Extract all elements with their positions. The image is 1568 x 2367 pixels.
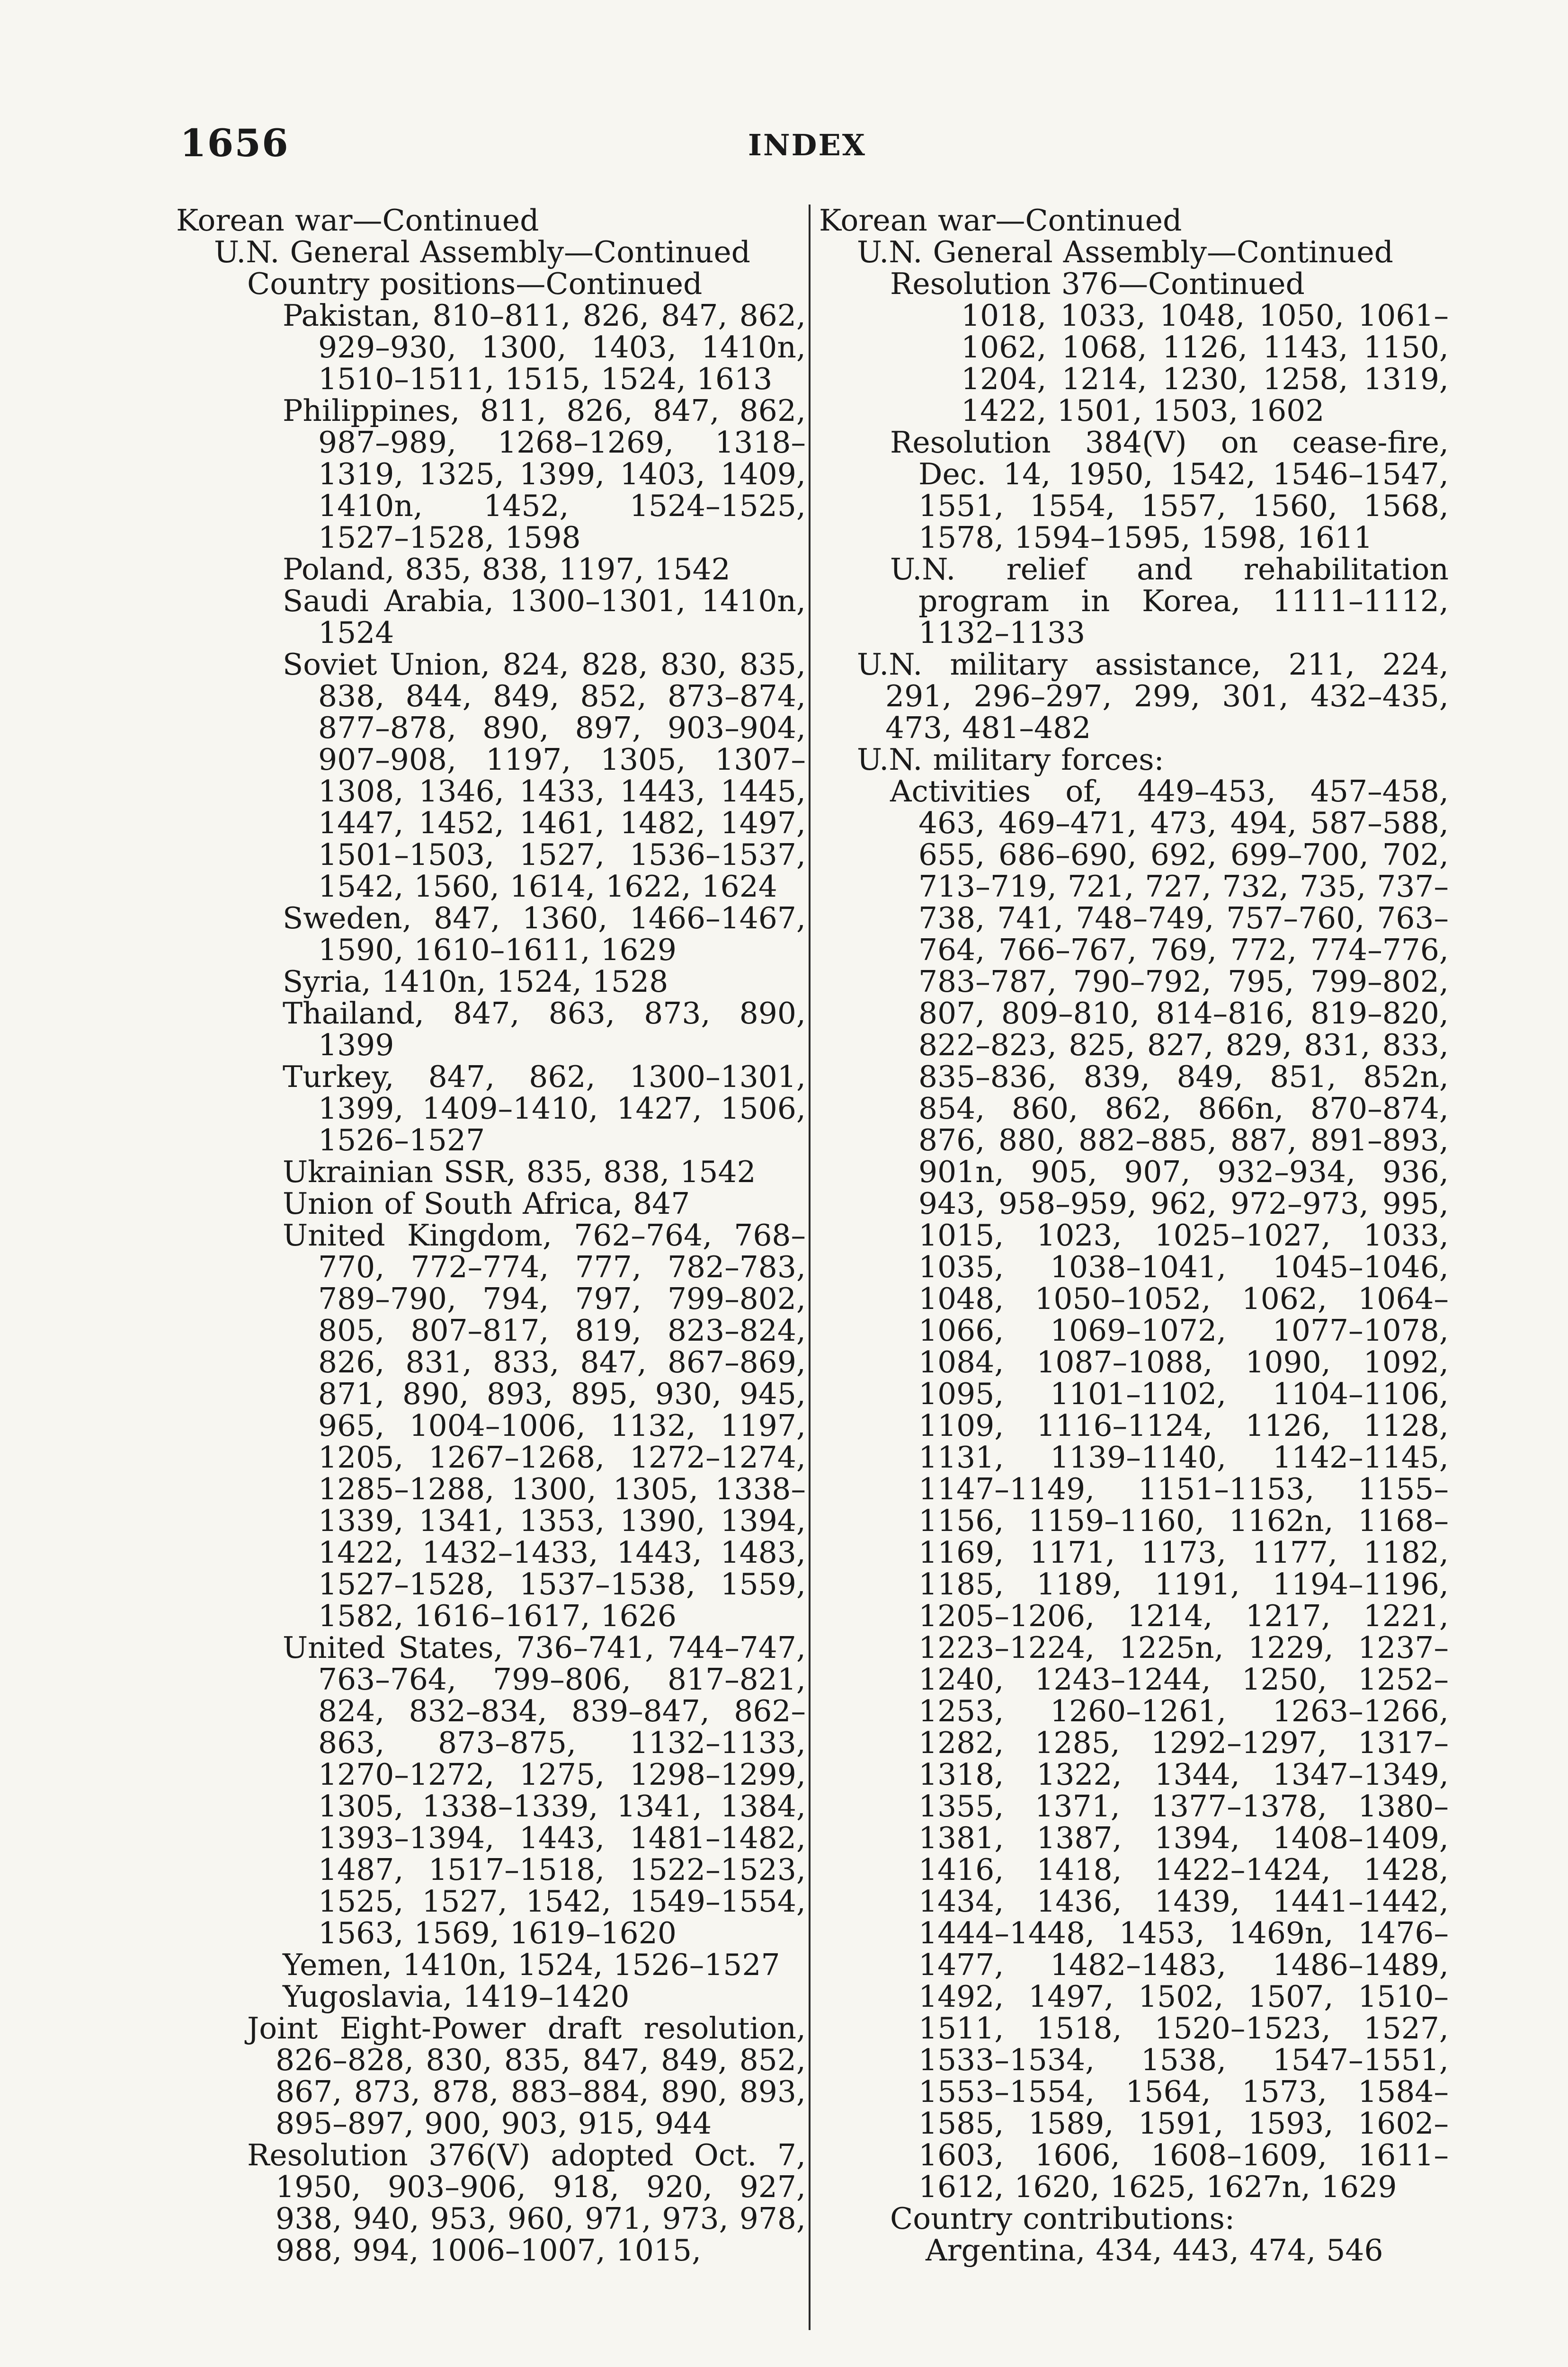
index-entry: Ukrainian SSR, 835, 838, 1542 <box>283 1155 756 1189</box>
index-column-left <box>176 205 806 2266</box>
index-entry: Soviet Union, 824, 828, 830, 835, 838, 844, 849, 852, 873–874, 877–878, 890, 897, 903–904, 907–908, 1197, 1305, 1307–1308, 1346, 1433, 1443, 1445, 1447, 1452, 1461, 1482, 1497, 1501–1503, 1527, 1536–1537, 1542, 1560, 1614, 1622, 1624 <box>283 647 806 904</box>
index-entry: Union of South Africa, 847 <box>283 1186 690 1221</box>
index-entry: Pakistan, 810–811, 826, 847, 862, 929–930, 1300, 1403, 1410n, 1510–1511, 1515, 1524, 1613 <box>283 298 806 396</box>
index-entry: Activities of, 449–453, 457–458, 463, 469–471, 473, 494, 587–588, 655, 686–690, 692, 699–700, 702, 713–719, 721, 727, 732, 735, 737–738, 741, 748–749, 757–760, 763–764, 766–767, 769, 772, 774–776, 783–787, 790–792, 795, 799–802, 807, 809–810, 814–816, 819–820, 822–823, 825, 827, 829, 831, 833, 835–836, 839, 849, 851, 852n, 854, 860, 862, 866n, 870–874, 876, 880, 882–885, 887, 891–893, 901n, 905, 907, 932–934, 936, 943, 958–959, 962, 972–973, 995, 1015, 1023, 1025–1027, 1033, 1035, 1038–1041, 1045–1046, 1048, 1050–1052, 1062, 1064–1066, 1069–1072, 1077–1078, 1084, 1087–1088, 1090, 1092, 1095, 1101–1102, 1104–1106, 1109, 1116–1124, 1126, 1128, 1131, 1139–1140, 1142–1145, 1147–1149, 1151–1153, 1155–1156, 1159–1160, 1162n, 1168–1169, 1171, 1173, 1177, 1182, 1185, 1189, 1191, 1194–1196, 1205–1206, 1214, 1217, 1221, 1223–1224, 1225n, 1229, 1237–1240, 1243–1244, 1250, 1252–1253, 1260–1261, 1263–1266, 1282, 1285, 1292–1297, 1317–1318, 1322, 1344, 1347–1349, 1355, 1371, 1377–1378, 1380–1381, 1387, 1394, 1408–1409, 1416, 1418, 1422–1424, 1428, 1434, 1436, 1439, 1441–1442, 1444–1448, 1453, 1469n, 1476–1477, 1482–1483, 1486–1489, 1492, 1497, 1502, 1507, 1510–1511, 1518, 1520–1523, 1527, 1533–1534, 1538, 1547–1551, 1553–1554, 1564, 1573, 1584–1585, 1589, 1591, 1593, 1602–1603, 1606, 1608–1609, 1611–1612, 1620, 1625, 1627n, 1629 <box>890 774 1449 2204</box>
index-entry: Sweden, 847, 1360, 1466–1467, 1590, 1610–1611, 1629 <box>283 901 806 967</box>
index-entry: Poland, 835, 838, 1197, 1542 <box>283 552 731 587</box>
index-entry: U.N. General Assembly—Continued <box>857 235 1393 269</box>
index-entry: Yugoslavia, 1419–1420 <box>283 1979 630 2014</box>
column-divider <box>809 205 811 2330</box>
index-entry: 1018, 1033, 1048, 1050, 1061–1062, 1068, 1126, 1143, 1150, 1204, 1214, 1230, 1258, 1319, 1422, 1501, 1503, 1602 <box>961 298 1449 428</box>
index-entry: Country positions—Continued <box>247 267 703 301</box>
index-entry: Resolution 376(V) adopted Oct. 7, 1950, 903–906, 918, 920, 927, 938, 940, 953, 960, 971, 973, 978, 988, 994, 1006–1007, 1015, <box>247 2138 806 2268</box>
index-entry: Resolution 376—Continued <box>890 267 1305 301</box>
index-entry: U.N. military assistance, 211, 224, 291, 296–297, 299, 301, 432–435, 473, 481–482 <box>857 647 1449 745</box>
index-entry: Yemen, 1410n, 1524, 1526–1527 <box>283 1948 780 1982</box>
index-entry: Joint Eight-Power draft resolution, 826–828, 830, 835, 847, 849, 852, 867, 873, 878, 883–884, 890, 893, 895–897, 900, 903, 915, 944 <box>247 2011 806 2141</box>
index-entry: United States, 736–741, 744–747, 763–764, 799–806, 817–821, 824, 832–834, 839–847, 862–863, 873–875, 1132–1133, 1270–1272, 1275, 1298–1299, 1305, 1338–1339, 1341, 1384, 1393–1394, 1443, 1481–1482, 1487, 1517–1518, 1522–1523, 1525, 1527, 1542, 1549–1554, 1563, 1569, 1619–1620 <box>283 1630 806 1950</box>
index-entry: Resolution 384(V) on cease-fire, Dec. 14, 1950, 1542, 1546–1547, 1551, 1554, 1557, 1560, 1568, 1578, 1594–1595, 1598, 1611 <box>890 425 1449 555</box>
index-entry: Korean war—Continued <box>176 203 539 238</box>
page-number: 1656 <box>180 121 289 165</box>
index-entry: Country contributions: <box>890 2201 1235 2236</box>
running-head: INDEX <box>748 128 866 162</box>
index-entry: Korean war—Continued <box>819 203 1182 238</box>
index-entry: Saudi Arabia, 1300–1301, 1410n, 1524 <box>283 584 806 650</box>
index-entry: Argentina, 434, 443, 474, 546 <box>926 2233 1383 2268</box>
index-entry: Turkey, 847, 862, 1300–1301, 1399, 1409–1410, 1427, 1506, 1526–1527 <box>283 1059 806 1157</box>
index-column-right <box>819 205 1449 2266</box>
index-entry: Philippines, 811, 826, 847, 862, 987–989, 1268–1269, 1318–1319, 1325, 1399, 1403, 1409, 1410n, 1452, 1524–1525, 1527–1528, 1598 <box>283 393 806 555</box>
index-entry: U.N. General Assembly—Continued <box>214 235 750 269</box>
index-entry: Thailand, 847, 863, 873, 890, 1399 <box>283 996 806 1062</box>
index-entry: U.N. relief and rehabilitation program in Korea, 1111–1112, 1132–1133 <box>890 552 1449 650</box>
index-entry: U.N. military forces: <box>857 742 1164 777</box>
index-entry: United Kingdom, 762–764, 768–770, 772–774, 777, 782–783, 789–790, 794, 797, 799–802, 805, 807–817, 819, 823–824, 826, 831, 833, 847, 867–869, 871, 890, 893, 895, 930, 945, 965, 1004–1006, 1132, 1197, 1205, 1267–1268, 1272–1274, 1285–1288, 1300, 1305, 1338–1339, 1341, 1353, 1390, 1394, 1422, 1432–1433, 1443, 1483, 1527–1528, 1537–1538, 1559, 1582, 1616–1617, 1626 <box>283 1218 806 1633</box>
index-entry: Syria, 1410n, 1524, 1528 <box>283 964 668 999</box>
